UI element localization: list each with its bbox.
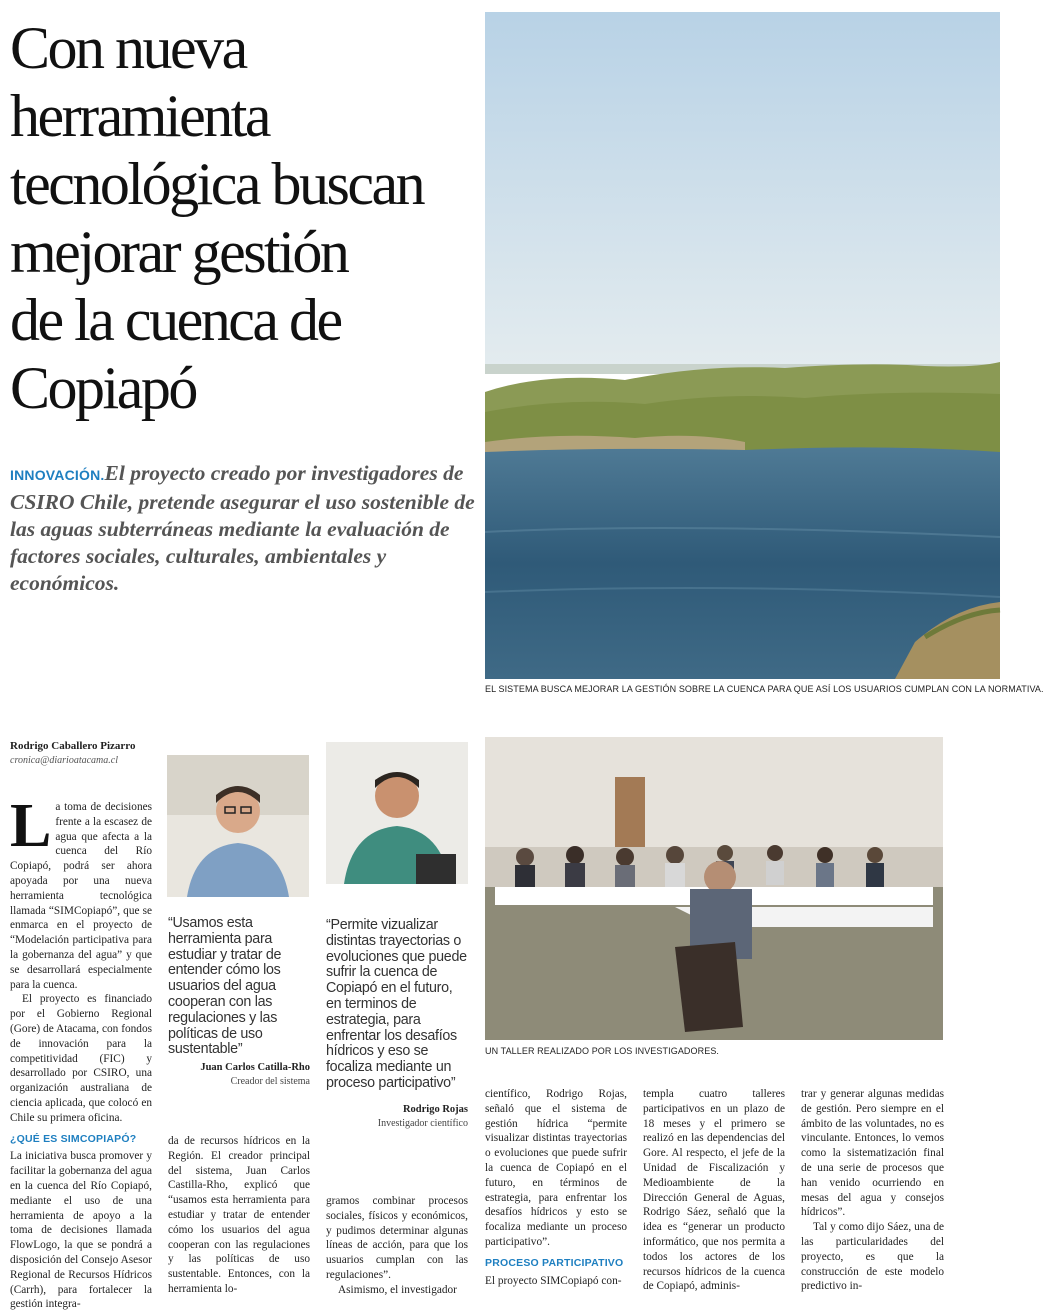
- subheading: PROCESO PARTICIPATIVO: [485, 1256, 624, 1269]
- byline-email: cronica@diarioatacama.cl: [10, 755, 118, 766]
- river-photo-illustration: [485, 12, 1000, 679]
- portrait-person-icon: [326, 742, 468, 884]
- article-column-1: [10, 792, 152, 1312]
- headline-line: Copiapó: [10, 355, 196, 421]
- pull-quote: “Usamos esta herramienta para estudiar y tratar de entender cómo los usuarios del agua cooperan con las regulaciones y las políticas de uso sustentable”: [168, 915, 282, 1058]
- byline: [10, 740, 135, 766]
- article-paragraph: La iniciativa busca promover y facilitar la gobernanza del agua en la cuenca del Río Copiapó, mediante el uso de una herramienta de apoyo a la toma de decisiones llamada FlowLogo, la que se pondrá a disposición del Consejo Asesor Regional de Recursos Hídricos (Carrh), para fortalecer la gestión integra-: [10, 1150, 152, 1311]
- byline-name: Rodrigo Caballero Pizarro: [10, 740, 136, 752]
- quote-author-role: Investigador científico: [377, 1118, 468, 1129]
- headline-line: Con nueva: [10, 15, 246, 81]
- article-paragraph: Asimismo, el investigador: [338, 1283, 457, 1296]
- quote-author: Juan Carlos Catilla-Rho: [200, 1062, 310, 1073]
- article-paragraph: El proyecto es financiado por el Gobierno Regional (Gore) de Atacama, con fondos de innovación para la competitividad (FIC) y desarrollado por CSIRO, una organización australiana de ciencia aplicada, que colocó en Chile su primera oficina.: [10, 993, 152, 1124]
- paragraph-text: a toma de decisiones frente a la escasez de agua que afecta a la cuenca del Río Copiapó, podrá ser ahora apoyada por una nueva herramienta tecnológica llamada “SIMCopiapó”, que se enmarca en el proyecto de “Modelación participativa para la gobernanza del agua” y que se desarrollará especialmente para la cuenca.: [10, 801, 152, 991]
- portrait-rojas: [326, 742, 468, 884]
- portrait-person-icon: [167, 755, 309, 897]
- headline-line: herramienta: [10, 83, 269, 149]
- article-paragraph: templa cuatro talleres participativos en un plazo de 18 meses y el primero se realizó en las dependencias del Gore. Al respecto, el jefe de la Unidad de Fiscalización y Medioambiente de la Dirección General de Aguas, Rodrigo Sáez, señaló que la idea es “generar un producto informático, que nos permita a todos los actores de los recursos hídricos de la cuenca de Copiapó, adminis-: [643, 1088, 785, 1293]
- article-paragraph: Tal y como dijo Sáez, una de las particularidades del proyecto, es que la construcción de este modelo predictivo in-: [801, 1221, 944, 1293]
- quote-author: Rodrigo Rojas: [402, 1104, 468, 1115]
- lede-text: El proyecto creado por investigadores de CSIRO Chile, pretende asegurar el uso sostenible de las aguas subterráneas mediante la evaluación de factores sociales, culturales, ambientales y económicos.: [10, 461, 475, 595]
- river-photo-caption: EL SISTEMA BUSCA MEJORAR LA GESTIÓN SOBRE LA CUENCA PARA QUE ASÍ LOS USUARIOS CUMPLAN CON LA NORMATIVA.: [485, 684, 1044, 694]
- drop-cap: L: [10, 792, 52, 860]
- article-paragraph: científico, Rodrigo Rojas, señaló que el sistema de gestión hídrica “permite visualizar distintas trayectorias o evoluciones que puede sufrir la cuenca de Copiapó en el futuro, en términos de estrategia, para enfrentar los desafíos hídricos y esto se focaliza mediante un proceso participativo”.: [485, 1088, 627, 1248]
- article-paragraph: El proyecto SIMCopiapó con-: [485, 1274, 622, 1287]
- lede-kicker: INNOVACIÓN.: [10, 467, 105, 483]
- article-column-2: [168, 1134, 310, 1297]
- workshop-photo-illustration: [485, 737, 943, 1040]
- lede: [10, 460, 480, 597]
- article-column-6: [801, 1087, 944, 1294]
- article-column-4: [485, 1087, 627, 1288]
- article-paragraph: da de recursos hídricos en la Región. El creador principal del sistema, Juan Carlos Castilla-Rho, explicó que “usamos esta herramienta para estudiar y tratar de entender cómo los usuarios del agua cooperan con las regulaciones y las políticas de uso sustentable. Entonces, con la herramienta lo-: [168, 1135, 310, 1295]
- headline: [10, 14, 488, 422]
- portrait-castilla-rho: [167, 755, 309, 897]
- subheading: ¿QUÉ ES SIMCOPIAPÓ?: [10, 1132, 137, 1145]
- article-paragraph: gramos combinar procesos sociales, físicos y económicos, y pudimos determinar algunas líneas de acción, para que los usuarios cumplan con las regulaciones”.: [326, 1195, 468, 1281]
- headline-line: mejorar gestión: [10, 219, 348, 285]
- workshop-photo-caption: UN TALLER REALIZADO POR LOS INVESTIGADORES.: [485, 1046, 720, 1056]
- article-column-5: [643, 1087, 785, 1294]
- article-paragraph: trar y generar algunas medidas de gestión. Pero siempre en el ámbito de las voluntades, no es vinculante. Entonces, lo vemos como la sistematización final de una serie de procesos que han venido ocurriendo en mesas del agua y consejos hídricos”.: [801, 1088, 944, 1219]
- article-paragraph: [10, 792, 152, 992]
- workshop-photo: [485, 737, 943, 1040]
- pull-quote: “Permite vizualizar distintas trayectorias o evoluciones que puede sufrir la cuenca de Copiapó en el futuro, en terminos de estrategia, para enfrentar los desafíos hídricos y eso se focaliza mediante un proceso participativo”: [326, 917, 467, 1091]
- article-column-3: [326, 1194, 468, 1298]
- headline-line: tecnológica buscan: [10, 151, 424, 217]
- quote-author-role: Creador del sistema: [230, 1076, 310, 1087]
- river-photo: [485, 12, 1000, 679]
- headline-line: de la cuenca de: [10, 287, 341, 353]
